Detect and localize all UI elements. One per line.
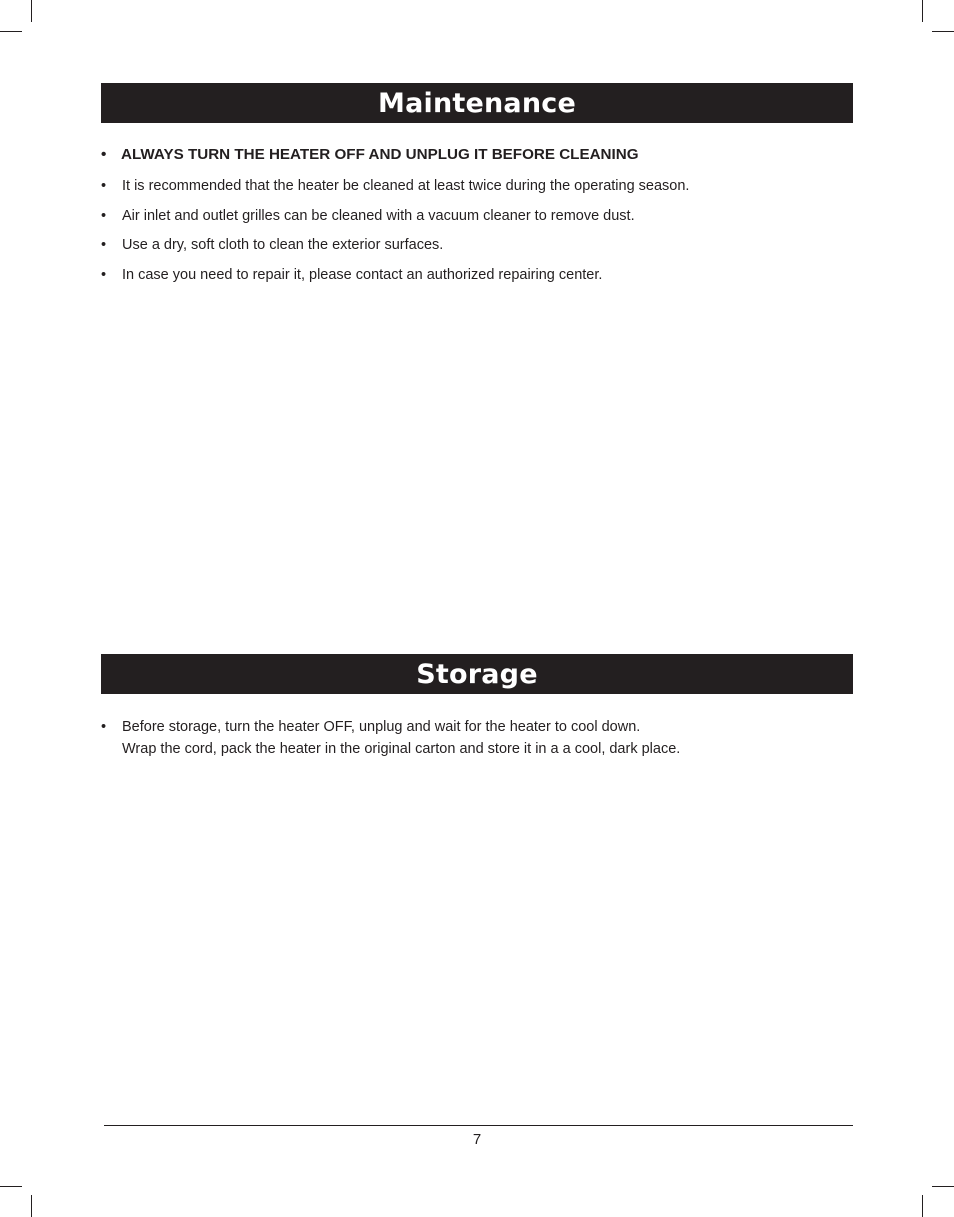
crop-mark xyxy=(31,1195,32,1217)
bullet-icon: • xyxy=(101,719,107,735)
page-number: 7 xyxy=(472,1131,482,1148)
crop-mark xyxy=(932,1186,954,1187)
bullet-icon: • xyxy=(101,146,107,163)
bullet-icon: • xyxy=(101,207,107,224)
maintenance-title: Maintenance xyxy=(378,87,576,119)
crop-mark xyxy=(31,0,32,22)
bullet-icon: • xyxy=(101,237,107,253)
storage-list xyxy=(101,716,853,760)
list-item xyxy=(101,146,853,164)
list-item-text: ALWAYS TURN THE HEATER OFF AND UNPLUG IT BEFORE CLEANING xyxy=(121,146,639,163)
storage-header-bar xyxy=(101,654,853,694)
maintenance-list xyxy=(101,146,853,295)
list-item xyxy=(101,177,853,195)
list-item-text: It is recommended that the heater be cleaned at least twice during the operating season. xyxy=(122,178,690,194)
list-item xyxy=(101,236,853,254)
list-item-text: Before storage, turn the heater OFF, unplug and wait for the heater to cool down. xyxy=(122,719,641,735)
list-item xyxy=(101,207,853,225)
storage-title: Storage xyxy=(416,658,538,690)
list-item-text: Wrap the cord, pack the heater in the original carton and store it in a a cool, dark place. xyxy=(122,741,681,757)
list-item-text: In case you need to repair it, please contact an authorized repairing center. xyxy=(122,266,603,283)
list-item-text: Use a dry, soft cloth to clean the exterior surfaces. xyxy=(122,237,444,253)
crop-mark xyxy=(0,1186,22,1187)
crop-mark xyxy=(922,1195,923,1217)
bullet-icon: • xyxy=(101,178,107,194)
crop-mark xyxy=(932,31,954,32)
crop-mark xyxy=(0,31,22,32)
footer-divider xyxy=(104,1125,853,1126)
list-item-text: Air inlet and outlet grilles can be cleaned with a vacuum cleaner to remove dust. xyxy=(122,207,635,224)
bullet-icon: • xyxy=(101,266,107,283)
crop-mark xyxy=(922,0,923,22)
list-item xyxy=(101,716,853,760)
maintenance-header-bar xyxy=(101,83,853,123)
list-item xyxy=(101,266,853,284)
